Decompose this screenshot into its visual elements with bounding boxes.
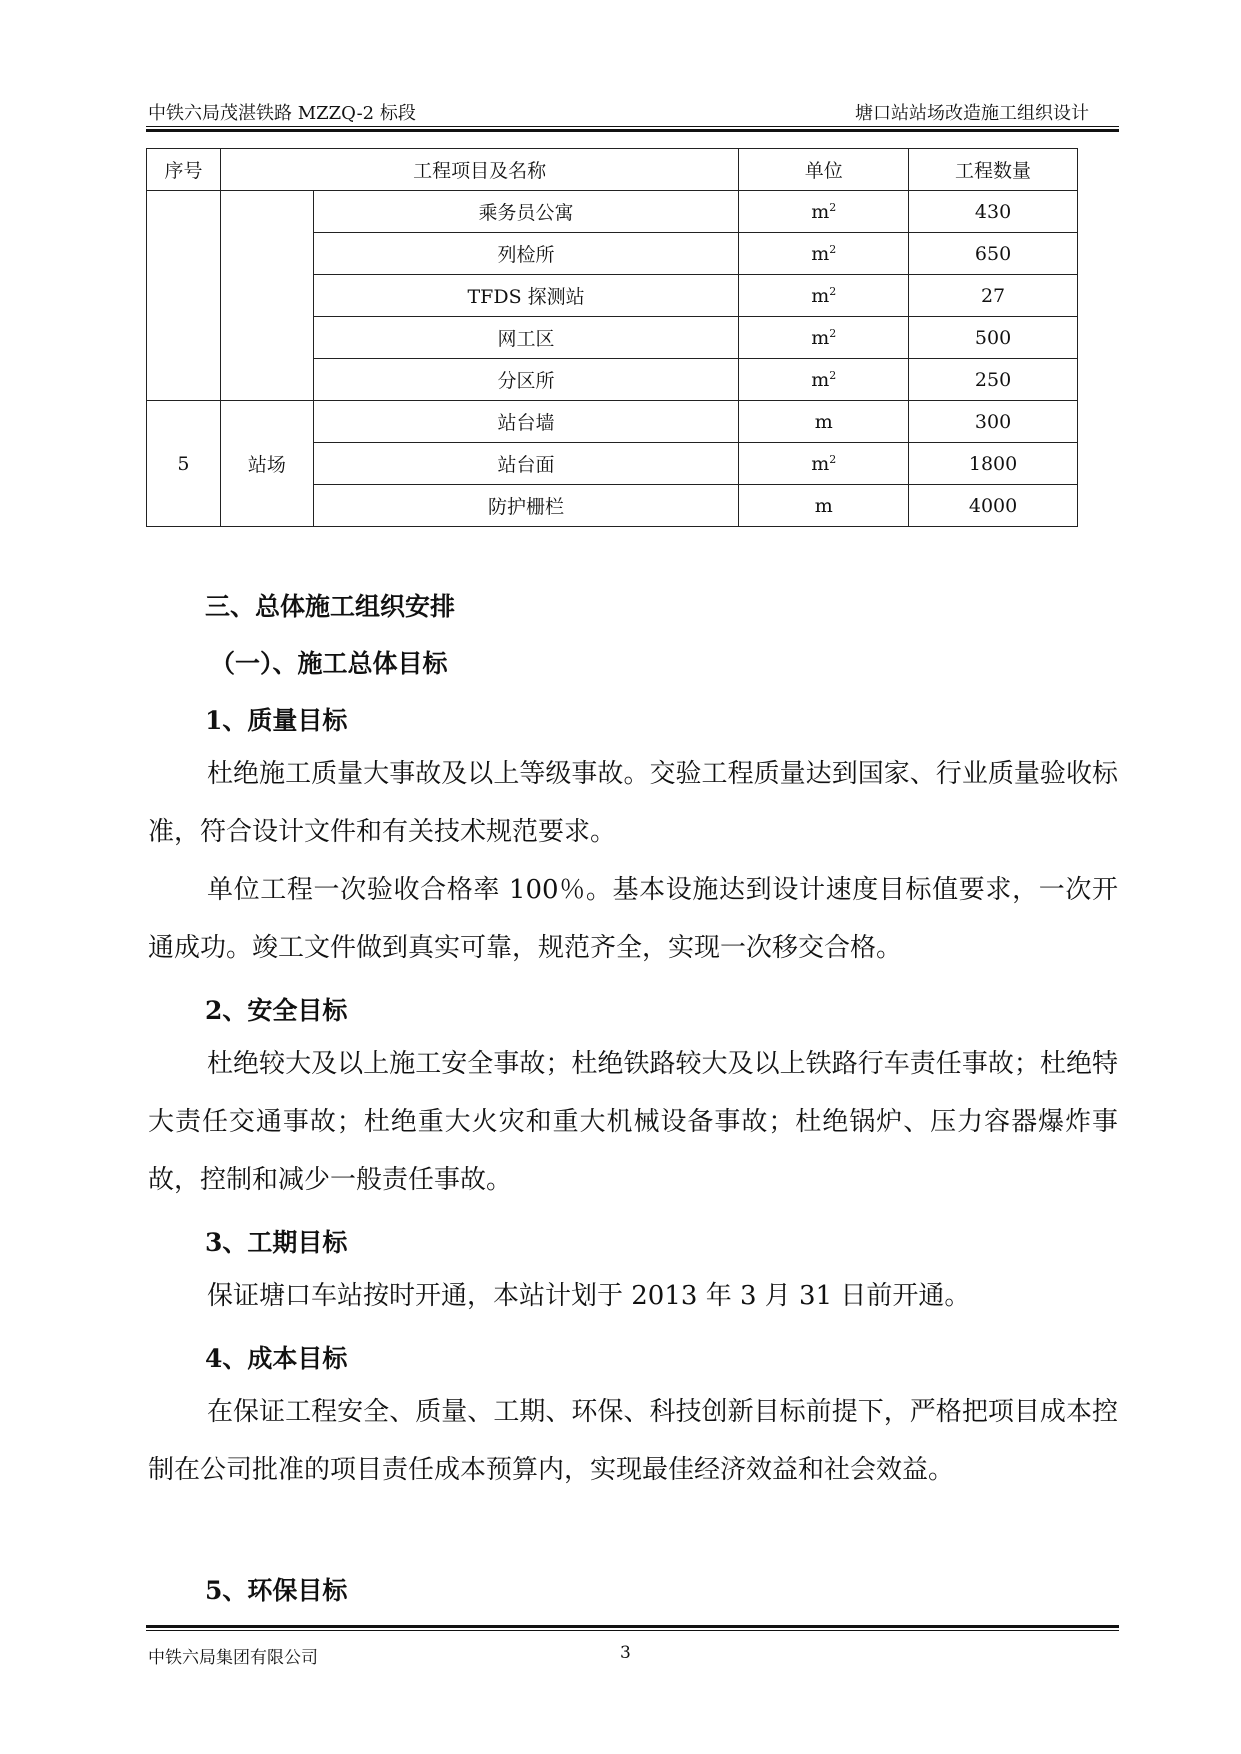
item-unit: $m^2$: [739, 443, 909, 485]
cost-heading: 4、成本目标: [205, 1344, 348, 1373]
item-unit: $m^2$: [739, 359, 909, 401]
footer-company: 中铁六局集团有限公司: [148, 1648, 318, 1668]
item-unit: $m^2$: [739, 317, 909, 359]
page-header-left: 中铁六局茂湛铁路 MZZQ-2 标段: [148, 103, 416, 124]
item-qty: 27: [909, 275, 1078, 317]
safety-paragraph: 杜绝较大及以上施工安全事故；杜绝铁路较大及以上铁路行车责任事故；杜绝特大责任交通事故；杜绝重大火灾和重大机械设备事故；杜绝锅炉、压力容器爆炸事故，控制和减少一般责任事故。: [148, 1049, 1118, 1195]
item-unit: m: [739, 485, 909, 527]
item-name: 列检所: [313, 233, 739, 275]
quantity-table: [146, 148, 1078, 527]
table-row: [147, 191, 1078, 233]
item-unit: m: [739, 401, 909, 443]
quality-heading: 1、质量目标: [205, 706, 348, 735]
page-header-right: 塘口站站场改造施工组织设计: [855, 103, 1089, 124]
item-unit: $m^2$: [739, 191, 909, 233]
schedule-heading: 3、工期目标: [205, 1228, 348, 1257]
table-cell-empty: [220, 191, 313, 401]
item-qty: 250: [909, 359, 1078, 401]
table-row: [147, 401, 1078, 443]
item-qty: 650: [909, 233, 1078, 275]
section-heading: 三、总体施工组织安排: [205, 592, 456, 621]
item-name: TFDS 探测站: [313, 275, 739, 317]
page-number: 3: [620, 1643, 631, 1663]
item-qty: 500: [909, 317, 1078, 359]
item-name: 分区所: [313, 359, 739, 401]
col-header-item: 工程项目及名称: [220, 149, 738, 191]
subsection-heading: （一）、施工总体目标: [210, 649, 448, 678]
env-heading: 5、环保目标: [205, 1576, 348, 1605]
header-rule-thick: [146, 129, 1119, 132]
table-cell-empty: [147, 191, 221, 401]
group-name: 站场: [220, 401, 313, 527]
item-qty: 300: [909, 401, 1078, 443]
footer-rule-thick: [146, 1625, 1119, 1628]
item-qty: 430: [909, 191, 1078, 233]
item-unit: $m^2$: [739, 275, 909, 317]
col-header-unit: 单位: [739, 149, 909, 191]
group-number: 5: [147, 401, 221, 527]
col-header-no: 序号: [147, 149, 221, 191]
schedule-paragraph: 保证塘口车站按时开通，本站计划于 2013 年 3 月 31 日前开通。: [207, 1281, 971, 1311]
item-unit: $m^2$: [739, 233, 909, 275]
quality-paragraph-2: 单位工程一次验收合格率 100％。基本设施达到设计速度目标值要求，一次开通成功。竣工文件做到真实可靠，规范齐全，实现一次移交合格。: [148, 875, 1118, 963]
item-name: 乘务员公寓: [313, 191, 739, 233]
item-qty: 4000: [909, 485, 1078, 527]
header-rule-thin: [146, 126, 1119, 127]
item-name: 网工区: [313, 317, 739, 359]
item-name: 防护栅栏: [313, 485, 739, 527]
cost-paragraph: 在保证工程安全、质量、工期、环保、科技创新目标前提下，严格把项目成本控制在公司批准的项目责任成本预算内，实现最佳经济效益和社会效益。: [148, 1397, 1118, 1485]
item-name: 站台面: [313, 443, 739, 485]
table-header-row: [147, 149, 1078, 191]
quality-paragraph-1: 杜绝施工质量大事故及以上等级事故。交验工程质量达到国家、行业质量验收标准，符合设计文件和有关技术规范要求。: [148, 759, 1118, 847]
safety-heading: 2、安全目标: [205, 996, 348, 1025]
col-header-qty: 工程数量: [909, 149, 1078, 191]
item-qty: 1800: [909, 443, 1078, 485]
footer-rule-thin: [146, 1630, 1119, 1631]
item-name: 站台墙: [313, 401, 739, 443]
